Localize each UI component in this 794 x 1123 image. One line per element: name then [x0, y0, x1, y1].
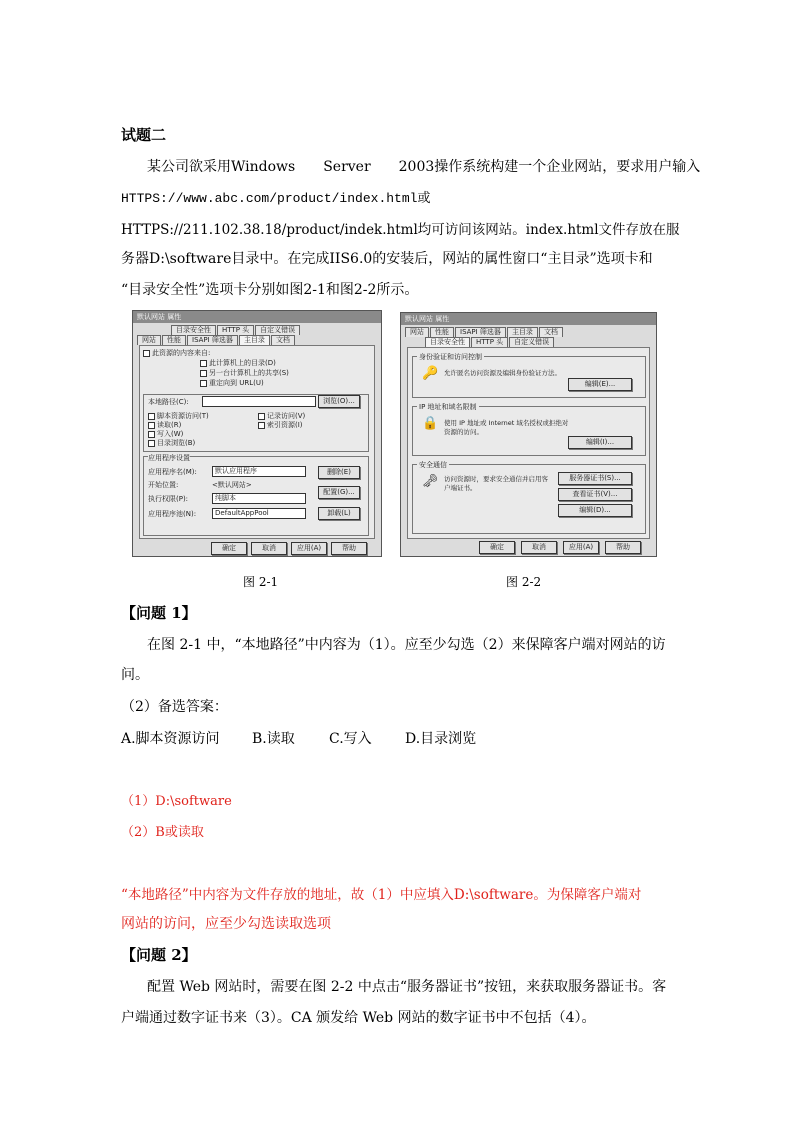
tab-documents[interactable]: 文档: [539, 327, 563, 337]
exec-permission-select[interactable]: 纯脚本: [212, 493, 306, 504]
section-heading: 试题二: [121, 126, 167, 144]
radio-local-directory[interactable]: 此计算机上的目录(D): [200, 359, 276, 367]
tab-http-headers[interactable]: HTTP 头: [471, 337, 508, 347]
secure-text: 访问资源时，要求安全通信并启用客户端证书。: [444, 475, 548, 492]
apply-button[interactable]: 应用(A): [291, 542, 327, 555]
cancel-button[interactable]: 取消: [521, 541, 557, 554]
app-pool-label: 应用程序池(N):: [148, 510, 197, 518]
lock-icon: 🔒: [422, 416, 439, 431]
tab-performance[interactable]: 性能: [430, 327, 454, 337]
ip-edit-button[interactable]: 编辑(I)...: [568, 436, 632, 449]
dialog-title: 默认网站 属性: [401, 313, 656, 325]
dialog-title: 默认网站 属性: [133, 311, 381, 323]
intro-line-5: “目录安全性”选项卡分别如图2-1和图2-2所示。: [121, 282, 419, 298]
tab-custom-errors[interactable]: 自定义错误: [255, 325, 300, 335]
tab-home-directory[interactable]: 主目录: [239, 335, 270, 345]
browse-button[interactable]: 浏览(O)...: [318, 395, 360, 408]
key-icon: 🗝: [422, 474, 439, 489]
check-log-visits[interactable]: 记录访问(V): [258, 412, 305, 420]
check-directory-browsing[interactable]: 目录浏览(B): [148, 439, 195, 447]
question-1-text-1: 在图 2-1 中，“本地路径”中内容为（1）。应至少勾选（2）来保障客户端对网站的访: [147, 637, 666, 653]
ip-text: 使用 IP 地址或 Internet 域名授权或拒绝对资源的访问。: [444, 419, 569, 436]
tab-documents[interactable]: 文档: [271, 335, 295, 345]
ok-button[interactable]: 确定: [479, 541, 515, 554]
explanation-line-2: 网站的访问，应至少勾选读取选项: [121, 916, 331, 932]
radio-network-share[interactable]: 另一台计算机上的共享(S): [200, 369, 289, 377]
secure-group-label: 安全通信: [419, 461, 447, 469]
view-certificate-button[interactable]: 查看证书(V)...: [558, 488, 632, 501]
auth-group-label: 身份验证和访问控制: [419, 353, 482, 361]
radio-redirect-url[interactable]: 重定向到 URL(U): [200, 379, 264, 387]
figure-2-1-dialog: [132, 310, 382, 557]
explanation-line-1: “本地路径”中内容为文件存放的地址，故（1）中应填入D:\software。为保障客户端对: [121, 887, 642, 903]
figure-2-2-dialog: [400, 312, 657, 557]
question-1-heading: 【问题 1】: [121, 604, 197, 622]
answer-1: （1）D:\software: [121, 794, 232, 809]
question-1-text-2: 问。: [121, 667, 149, 683]
tab-isapi-filters[interactable]: ISAPI 筛选器: [187, 335, 238, 345]
ip-group-label: IP 地址和域名限制: [419, 403, 477, 411]
exec-permission-label: 执行权限(P):: [148, 495, 189, 503]
figure-2-1-caption: 图 2-1: [243, 575, 279, 589]
start-point-value: <默认网站>: [212, 481, 252, 489]
options-label: （2）备选答案：: [121, 699, 228, 715]
start-point-label: 开始位置:: [148, 481, 179, 489]
app-pool-select[interactable]: DefaultAppPool: [212, 508, 306, 519]
intro-line-1: 某公司欲采用Windows Server 2003操作系统构建一个企业网站，要求用户输入: [147, 159, 701, 175]
question-2-text-1: 配置 Web 网站时，需要在图 2-2 中点击“服务器证书”按钮，来获取服务器证书。客: [147, 979, 667, 995]
intro-line-4: 务器D:\software目录中。在完成IIS6.0的安装后，网站的属性窗口“主目录”选项卡和: [121, 251, 653, 267]
question-2-heading: 【问题 2】: [121, 946, 197, 964]
check-write[interactable]: 写入(W): [148, 430, 183, 438]
local-path-label: 本地路径(C):: [148, 398, 189, 406]
answer-2: （2）B或读取: [121, 825, 204, 840]
directory-security-panel: [407, 347, 650, 539]
question-2-text-2: 户端通过数字证书来（3）。CA 颁发给 Web 网站的数字证书中不包括（4）。: [121, 1010, 596, 1026]
auth-edit-button[interactable]: 编辑(E)...: [568, 378, 632, 391]
home-directory-panel: [139, 345, 375, 539]
tab-performance[interactable]: 性能: [162, 335, 186, 345]
option-d: D.目录浏览: [405, 731, 477, 747]
option-b: B.读取: [252, 731, 295, 747]
figure-2-2-caption: 图 2-2: [506, 575, 542, 589]
tab-directory-security[interactable]: 目录安全性: [171, 325, 216, 335]
tab-website[interactable]: 网站: [405, 327, 429, 337]
tab-website[interactable]: 网站: [137, 335, 161, 345]
option-a: A.脚本资源访问: [121, 731, 220, 747]
secure-edit-button[interactable]: 编辑(D)...: [558, 504, 632, 517]
tab-http-headers[interactable]: HTTP 头: [217, 325, 254, 335]
app-settings-label: 应用程序设置: [148, 454, 190, 462]
server-certificate-button[interactable]: 服务器证书(S)...: [558, 472, 632, 485]
ok-button[interactable]: 确定: [211, 542, 247, 555]
remove-button[interactable]: 删除(E): [318, 466, 360, 479]
local-path-input[interactable]: [202, 396, 316, 407]
app-name-input[interactable]: 默认应用程序: [212, 466, 306, 477]
tab-home-directory[interactable]: 主目录: [507, 327, 538, 337]
help-button[interactable]: 帮助: [331, 542, 367, 555]
content-source-label: 此资源的内容来自:: [143, 349, 210, 357]
tab-isapi-filters[interactable]: ISAPI 筛选器: [455, 327, 506, 337]
configure-button[interactable]: 配置(G)...: [318, 486, 360, 499]
check-index-resource[interactable]: 索引资源(I): [258, 421, 303, 429]
intro-line-2: HTTPS://www.abc.com/product/index.html或: [121, 191, 431, 206]
check-script-access[interactable]: 脚本资源访问(T): [148, 412, 209, 420]
cancel-button[interactable]: 取消: [251, 542, 287, 555]
option-c: C.写入: [329, 731, 372, 747]
tab-custom-errors[interactable]: 自定义错误: [509, 337, 554, 347]
check-read[interactable]: 读取(R): [148, 421, 181, 429]
app-name-label: 应用程序名(M):: [148, 468, 197, 476]
help-button[interactable]: 帮助: [605, 541, 641, 554]
auth-text: 允许匿名访问资源及编辑身份验证方法。: [444, 369, 561, 377]
unload-button[interactable]: 卸载(L): [318, 507, 360, 520]
tab-directory-security[interactable]: 目录安全性: [425, 337, 470, 347]
key-icon: 🔑: [422, 366, 439, 381]
auth-group: [412, 353, 646, 398]
apply-button[interactable]: 应用(A): [563, 541, 599, 554]
intro-line-3: HTTPS://211.102.38.18/product/indek.html均可访问该网站。index.html文件存放在服: [121, 222, 680, 238]
